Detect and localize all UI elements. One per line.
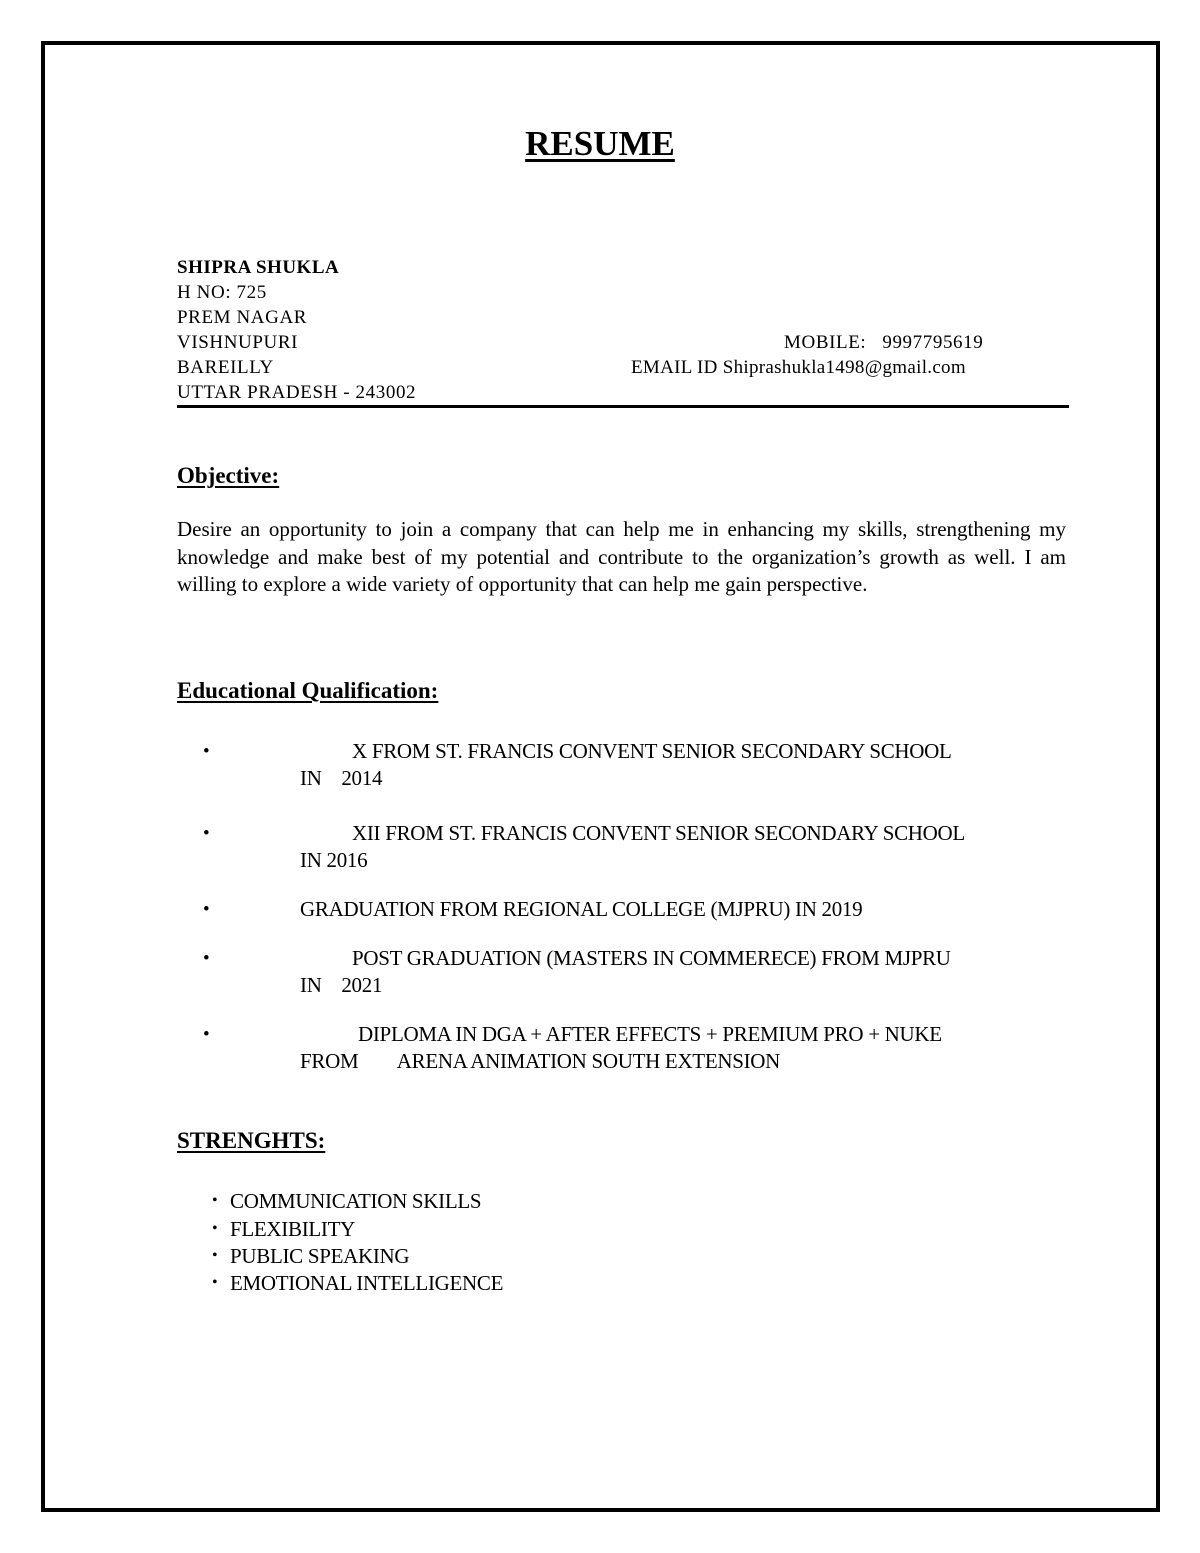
address-city: BAREILLY: [177, 357, 274, 378]
strength-item-label: COMMUNICATION SKILLS: [230, 1189, 482, 1213]
education-item-line1: X FROM ST. FRANCIS CONVENT SENIOR SECONDARY SCHOOL: [352, 739, 952, 763]
bullet-icon: •: [212, 1274, 218, 1291]
address-state-pin: UTTAR PRADESH - 243002: [177, 382, 417, 403]
education-item-line1: POST GRADUATION (MASTERS IN COMMERECE) FROM MJPRU: [352, 946, 951, 970]
bullet-icon: •: [212, 1220, 218, 1237]
strength-item-label: PUBLIC SPEAKING: [230, 1244, 410, 1268]
document-title: RESUME: [525, 124, 675, 163]
bullet-icon: •: [212, 1247, 218, 1264]
education-item-line1: XII FROM ST. FRANCIS CONVENT SENIOR SECONDARY SCHOOL: [352, 821, 965, 845]
education-item-line2: IN 2021: [300, 973, 383, 997]
education-item-line2: IN 2016: [300, 848, 368, 872]
header-divider: [177, 405, 1069, 408]
candidate-name: SHIPRA SHUKLA: [177, 257, 340, 278]
bullet-icon: •: [203, 1024, 210, 1045]
bullet-icon: •: [203, 948, 210, 969]
bullet-icon: •: [212, 1192, 218, 1209]
bullet-icon: •: [203, 823, 210, 844]
objective-heading: Objective:: [177, 463, 280, 488]
address-area: VISHNUPURI: [177, 332, 299, 353]
strengths-heading: STRENGHTS:: [177, 1128, 326, 1153]
education-item-line1: GRADUATION FROM REGIONAL COLLEGE (MJPRU) IN 2019: [300, 897, 863, 921]
email-address: EMAIL ID Shiprashukla1498@gmail.com: [631, 357, 966, 378]
strength-item-label: EMOTIONAL INTELLIGENCE: [230, 1271, 504, 1295]
bullet-icon: •: [203, 899, 210, 920]
address-house-number: H NO: 725: [177, 282, 267, 303]
mobile-number: MOBILE: 9997795619: [784, 332, 984, 353]
education-heading: Educational Qualification:: [177, 678, 439, 703]
education-item-line2: IN 2014: [300, 766, 383, 790]
objective-paragraph: Desire an opportunity to join a company that can help me in enhancing my skills, strengthening my knowledge and make best of my potential and contribute to the organization’s growth as well. I am willing to explore a wide variety of opportunity that can help me gain perspective.: [177, 517, 1066, 596]
strength-item-label: FLEXIBILITY: [230, 1217, 356, 1241]
education-item-line2: FROM ARENA ANIMATION SOUTH EXTENSION: [300, 1049, 781, 1073]
education-item-line1: DIPLOMA IN DGA + AFTER EFFECTS + PREMIUM PRO + NUKE: [358, 1022, 942, 1046]
bullet-icon: •: [203, 741, 210, 762]
address-locality: PREM NAGAR: [177, 307, 308, 328]
